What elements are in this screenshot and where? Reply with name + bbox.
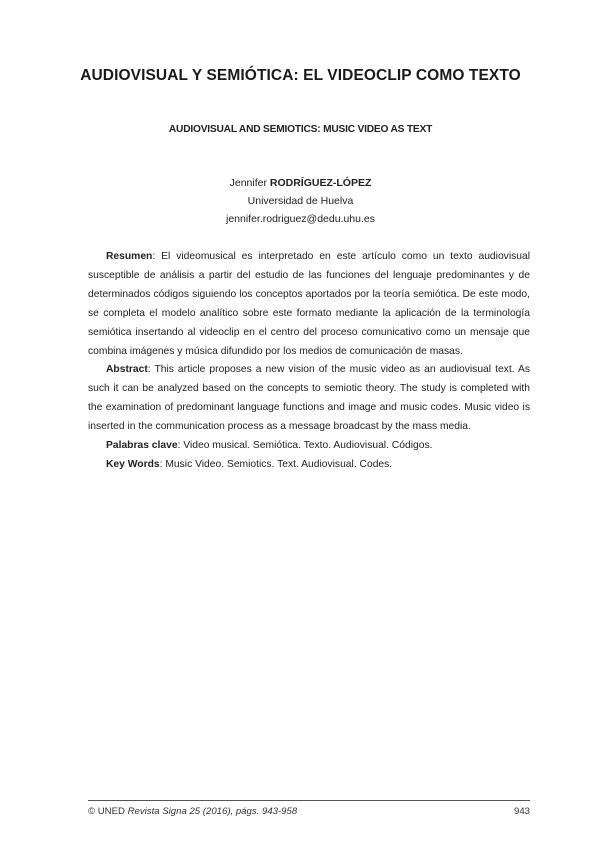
abstract-english xyxy=(88,361,530,437)
abstract-spanish xyxy=(88,248,530,361)
keywords-english xyxy=(88,456,530,475)
abstract-spanish-label: Resumen xyxy=(106,251,153,262)
keywords-english-label: Key Words xyxy=(106,458,160,470)
keywords-english-text: : Music Video. Semiotics. Text. Audiovisual. Codes. xyxy=(159,458,393,470)
author-given-name: Jennifer xyxy=(229,177,270,189)
abstract-spanish-text: : El videomusical es interpretado en este artículo como un texto audiovisual susceptible de análisis a partir del estudio de las funciones del lenguaje predominantes y de determinados códigos siguiendo los conceptos aportados por la teoría semiótica. De este modo, se completa el modelo analítico sobre este formato mediante la aplicación de la terminología semiótica insertando al videoclip en el centro del proceso comunicativo como un mensaje que combina imágenes y música difundido por los medios de comunicación de masas. xyxy=(88,251,530,357)
footer-citation xyxy=(88,806,297,817)
abstract-section xyxy=(88,248,530,475)
paper-subtitle-english: AUDIOVISUAL AND SEMIOTICS: MUSIC VIDEO AS TEXT xyxy=(168,124,433,135)
author-block xyxy=(0,174,601,228)
abstract-english-label: Abstract xyxy=(106,364,148,376)
paper-title: AUDIOVISUAL Y SEMIÓTICA: EL VIDEOCLIP COMO TEXTO xyxy=(80,67,521,84)
footer-divider xyxy=(88,800,530,801)
author-affiliation: Universidad de Huelva xyxy=(247,195,354,207)
page-number: 943 xyxy=(513,806,530,817)
keywords-spanish-label: Palabras clave xyxy=(106,440,178,452)
author-family-name: RODRÍGUEZ-LÓPEZ xyxy=(269,177,372,189)
footer-journal: Revista Signa 25 (2016), págs. 943-958 xyxy=(127,806,298,817)
footer-copyright: © UNED xyxy=(88,806,128,817)
author-email: jennifer.rodriguez@dedu.uhu.es xyxy=(225,213,375,225)
abstract-english-text: : This article proposes a new vision of the music video as an audiovisual text. As such it can be analyzed based on the concepts to semiotic theory. The study is completed with the examination of predominant language functions and image and music codes. Music video is inserted in the communication process as a message broadcast by the mass media. xyxy=(88,364,530,433)
keywords-spanish-text: : Video musical. Semiótica. Texto. Audiovisual. Códigos. xyxy=(177,440,433,452)
keywords-spanish xyxy=(88,437,530,456)
author-name xyxy=(0,174,601,192)
